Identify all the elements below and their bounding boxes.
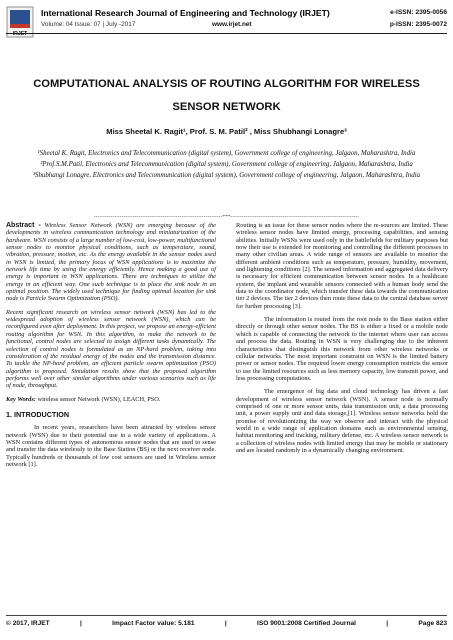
affiliation-3: ³Shubhangi Lonagre, Electronics and Telecommunication (digital system), Government college of engineering, Jalgaon, Maharashtra, India: [32, 171, 421, 179]
footer-copyright: © 2017, IRJET: [6, 620, 50, 627]
body-paragraph-3: The emergence of big data and cloud technology has driven a fast development of wireless sensor network (WSN). A sensor node is normally comprised of one or more sensor units, data transmission unit, a data processing unit, a power supply unit and data storage,[1]. Wireless sensor networks hold the promise of revolutionizing the way we observe and interact with the physical world in a wide range of application domains such as environmental sensing, habitat monitoring and tracking, military defense, etc. A wireless sensor network is a collection of wireless nodes with limited energy that may be mobile or stationary and are located randomly in a dynamically changing environment.: [236, 388, 448, 454]
keywords: [6, 396, 216, 403]
svg-text:IRJET: IRJET: [12, 31, 28, 37]
journal-website[interactable]: www.irjet.net: [212, 21, 252, 28]
keywords-text: wireless sensor Network (WSN), LEACH, PSO.: [35, 395, 161, 403]
section-separator: ---------------------------------------------------------------------***---------------------------------------------------------------------: [93, 215, 360, 220]
affiliation-2: ²Prof.S.M.Patil, Electronics and Telecommunication (digital system), Government college of engineering, Jalgaon, Maharashtra, India: [40, 160, 413, 168]
left-column: [6, 222, 216, 474]
footer-page-number: Page 823: [418, 620, 447, 627]
journal-volume: Volume: 04 Issue: 07 | July -2017: [41, 21, 136, 28]
author-list: Miss Sheetal K. Ragit¹, Prof. S. M. Patil² , Miss Shubhangi Lonagre³: [106, 127, 347, 136]
journal-header: [6, 6, 447, 44]
journal-title: International Research Journal of Engineering and Technology (IRJET): [41, 8, 330, 18]
affiliation-1: ¹Sheetal K. Ragit, Electronics and Telecommunication (digital system), Government college of engineering, Jalgaon, Maharashtra, India: [37, 150, 416, 157]
body-paragraph-2: The information is routed from the root node to the Base station either directly or through other sensor nodes. The BS is either a fixed or a mobile node which is capable of connecting the network to the internet where user can access and process the data. Routing in WSN is very challenging due to the inherent characteristics that distinguish this network from other wireless networks or cellular networks. The most important constraint on WSN is the limited battery power or sensor nodes. The required lower energy consumption restricts the sensor to use the limited resources such as less memory capacity, low transmit power, and less processing computations.: [236, 316, 448, 382]
abstract-text-1: Wireless Sensor Network (WSN) are emerging because of the developments in wireless communication technology and miniaturization of the hardware. WSN consists of a large number of low-cost, low-power, multifunctional sensor nodes to monitor physical conditions, such as temperature, sound, vibration, pressure, motion, etc. As the energy available in the sensor nodes used in WSN is limited, the primary focus of WSN applications is to maximize the network life time by using the energy efficiently. Hence making a good use of energy is important in WSN applications. There are techniques to utilize the energy in an efficient way. One such technique is to place the sink node in an optimal position. The widely used technique for finding optimal location for sink node is Particle Swarm Optimization (PSO).: [6, 222, 216, 303]
footer-impact-factor: Impact Factor value: 5.181: [112, 620, 195, 627]
abstract-label: Abstract -: [6, 222, 41, 229]
e-issn: e-ISSN: 2395-0056: [390, 9, 447, 16]
keywords-label: Key Words:: [6, 395, 36, 403]
footer-sep-1: |: [80, 620, 82, 627]
affiliations: [20, 149, 433, 181]
footer-sep-3: |: [386, 620, 389, 627]
title-line-1: COMPUTATIONAL ANALYSIS OF ROUTING ALGORITHM FOR WIRELESS: [33, 78, 420, 90]
p-issn: p-ISSN: 2395-0072: [389, 21, 447, 28]
abstract-paragraph-1: [6, 222, 216, 303]
irjet-logo: [6, 6, 34, 40]
intro-paragraph-1: In recent years, researchers have been attracted by wireless sensor network (WSN) due to their potential use in a wide variety of applications. A WSN contains different types of autonomous sensor nodes that are used to sense and transfer the data wirelessly to the Base Station (BS) or the next receiver node. Typically hundreds or thousands of low cost sensors are used in Wireless sensor network [1].: [6, 424, 216, 468]
right-column: [236, 222, 448, 460]
body-paragraph-1: Routing is an issue for these sensor nodes where the re-sources are limited. These wireless sensor nodes have limited energy, processing capabilities, and sensing abilities. Initially WSNs were used only in the battlefields for military purposes but now their use is extended for monitoring and controlling the different processes in many other civilian areas. A wide range of sensors are available to monitor the different ambient conditions such as temperature, pressure, humidity, movement, and lightening conditions [2]. The sensed information and aggregated data delivery is necessary for efficient communication between sensor nodes. In a healthcare system, the implant and wearable sensors connected with a human body send the data to the coordinator node, which transfer these data towards the communication tier 2 devices. The tier 2 devices then route these data to the central database server for further processing [3].: [236, 222, 448, 310]
footer-sep-2: |: [224, 620, 227, 627]
footer-iso: ISO 9001:2008 Certified Journal: [257, 620, 356, 627]
abstract-paragraph-2: Recent significant research on wireless sensor network (WSN) has led to the widespread adoption of wireless sensor network (WSN), which can be reconfigured even after deployment. In this project, we propose an energy-efficient routing algorithm for WSN. In this algorithm, to make the network to be functional, control nodes are selected to assign different tasks dynamically. The selection of control nodes is formulated as an NP-hard problem, taking into consideration of the residual energy of the nodes and the transmission distance. To tackle the NP-hard problem, an efficient particle swarm optimization (PSO) algorithm is proposed. Simulation results show that the proposed algorithm performs well over other similar algorithms under various scenarios such as life of node, throughput.: [6, 308, 216, 390]
page-footer: [6, 620, 447, 627]
title-line-2: SENSOR NETWORK: [172, 101, 281, 113]
header-divider: [6, 33, 447, 34]
footer-divider: [6, 615, 447, 616]
paper-title: [10, 73, 443, 119]
section-heading-introduction: 1. INTRODUCTION: [6, 409, 70, 419]
